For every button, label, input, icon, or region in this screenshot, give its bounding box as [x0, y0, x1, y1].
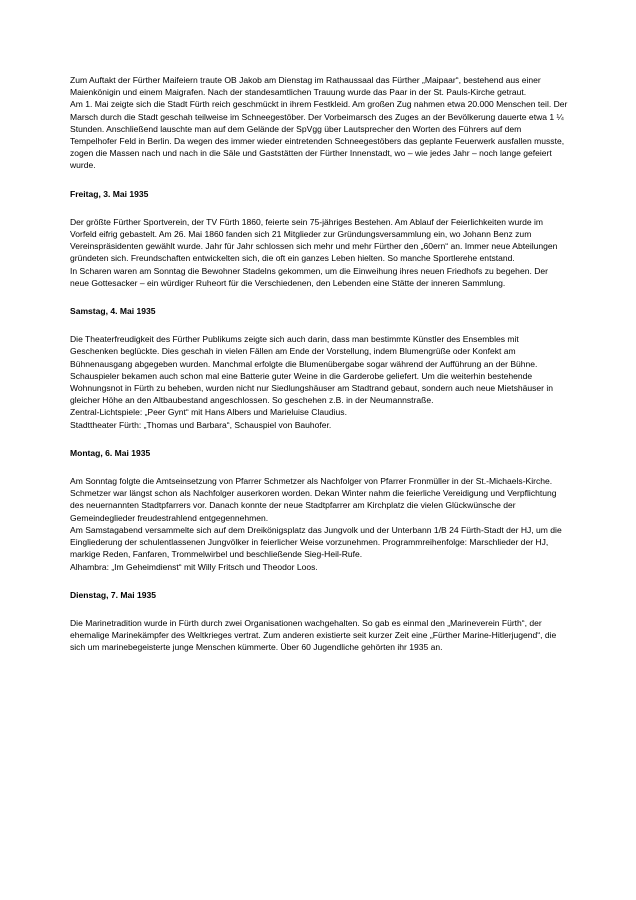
paragraph: In Scharen waren am Sonntag die Bewohner Stadelns gekommen, um die Einweihung ihres neuen Friedhofs zu begehen. Der neue Gottesacker – ein würdiger Ruheort für die Verschiedenen, den Lebenden eine Stätte der inneren Sammlung. [70, 265, 551, 288]
date-heading: Freitag, 3. Mai 1935 [70, 188, 149, 199]
date-heading: Dienstag, 7. Mai 1935 [70, 589, 156, 600]
spacer [70, 431, 568, 447]
paragraph: Am Sonntag folgte die Amtseinsetzung von Pfarrer Schmetzer als Nachfolger von Pfarrer Fronmüller in der St.-Michaels-Kirche. Schmetzer war längst schon als Nachfolger auserkoren worden. Dekan Winter nahm die feierliche Vereidigung und Verpflichtung des neuernannten Stadtpfarrers vor. Danach konnte der neue Stadtpfarrer am Kirchplatz die vielen Glückwünsche der Gemeindeglieder freudestrahlend entgegennehmen. [70, 476, 559, 523]
paragraph: Am Samstagabend versammelte sich auf dem Dreikönigsplatz das Jungvolk und der Unterbann 1/B 24 Fürth-Stadt der HJ, um die Eingliederung der schulentlassenen Jungvölker in feierlicher Weise vorzunehmen. Programmreihenfolge: Marschlieder der HJ, markige Reden, Fanfaren, Trommelwirbel und beschließende Sieg-Heil-Rufe. [70, 524, 565, 560]
paragraph: Zentral-Lichtspiele: „Peer Gynt“ mit Hans Albers und Marieluise Claudius. [70, 407, 347, 418]
document-text-body [70, 74, 568, 654]
spacer [70, 573, 568, 589]
date-heading: Samstag, 4. Mai 1935 [70, 306, 156, 317]
paragraph: Die Theaterfreudigkeit des Fürther Publikums zeigte sich auch darin, dass man bestimmte Künstler des Ensembles mit Geschenken beglückte. Dies geschah in vielen Fällen am Ende der Vorstellung, indem Blumengrüße oder Konfekt am Bühnenausgang abgegeben wurden. Manchmal erfolgte die Blumenübergabe sogar während der Aufführung an der Bühne. Schauspieler bekamen auch schon mal eine Batterie guter Weine in die Garderobe geliefert. Um die weiterhin bestehende Wohnungsnot in Fürth zu beheben, wurden nicht nur Siedlungshäuser am Stadtrand gebaut, sondern auch neue Mietshäuser in gleicher Höhe an den Altbaubestand angeschlossen. So geschehen z.B. in der Neumannstraße. [70, 334, 556, 406]
paragraph: Am 1. Mai zeigte sich die Stadt Fürth reich geschmückt in ihrem Festkleid. Am großen Zug nahmen etwa 20.000 Menschen teil. Der Marsch durch die Stadt geschah teilweise im Schneegestöber. Der Vorbeimarsch des Zuges an der Bevölkerung dauerte etwa 1 ¼ Stunden. Anschließend lauschte man auf dem Gelände der SpVgg über Lautsprecher den Worten des Führers auf dem Tempelhofer Feld in Berlin. Da wegen des immer wieder eintretenden Schneegestöbers das geplante Feuerwerk ausfallen musste, zogen die Massen nach und nach in die Säle und Gaststätten der Fürther Innenstadt, wo – wie jedes Jahr – noch lange gefeiert wurde. [70, 99, 570, 171]
spacer [70, 172, 568, 188]
spacer [70, 459, 568, 475]
paragraph: Zum Auftakt der Fürther Maifeiern traute OB Jakob am Dienstag im Rathaussaal das Fürther „Maipaar“, bestehend aus einer Maienkönigin und einem Maigrafen. Nach der standesamtlichen Trauung wurde das Paar in der St. Pauls-Kirche getraut. [70, 75, 544, 98]
spacer [70, 289, 568, 305]
paragraph: Die Marinetradition wurde in Fürth durch zwei Organisationen wachgehalten. So gab es einmal den „Marineverein Fürth“, der ehemalige Marinekämpfer des Weltkrieges vertrat. Zum anderen existierte seit kurzer Zeit eine „Fürther Marine-Hitlerjugend“, die sich um marinebegeisterte junge Menschen kümmerte. Über 60 Jugendliche gehörten ihr 1935 an. [70, 617, 559, 653]
date-heading: Montag, 6. Mai 1935 [70, 447, 151, 458]
spacer [70, 601, 568, 617]
paragraph: Der größte Fürther Sportverein, der TV Fürth 1860, feierte sein 75-jähriges Bestehen. Am Ablauf der Feierlichkeiten wurde im Vorfeld eifrig gebastelt. Am 26. Mai 1860 fanden sich 21 Mitglieder zur Gründungsversammlung ein, wo Johann Benz zum Vereinspräsidenten gewählt wurde. Jahr für Jahr schlossen sich mehr und mehr Fürther den „60ern“ an. Immer neue Abteilungen gründeten sich. Freundschaften entwickelten sich, die oft ein ganzes Leben hielten. So manche Sportlerehe entstand. [70, 216, 560, 264]
spacer [70, 200, 568, 216]
paragraph: Alhambra: „Im Geheimdienst“ mit Willy Fritsch und Theodor Loos. [70, 561, 318, 572]
paragraph: Stadttheater Fürth: „Thomas und Barbara“, Schauspiel von Bauhofer. [70, 419, 332, 430]
spacer [70, 317, 568, 333]
